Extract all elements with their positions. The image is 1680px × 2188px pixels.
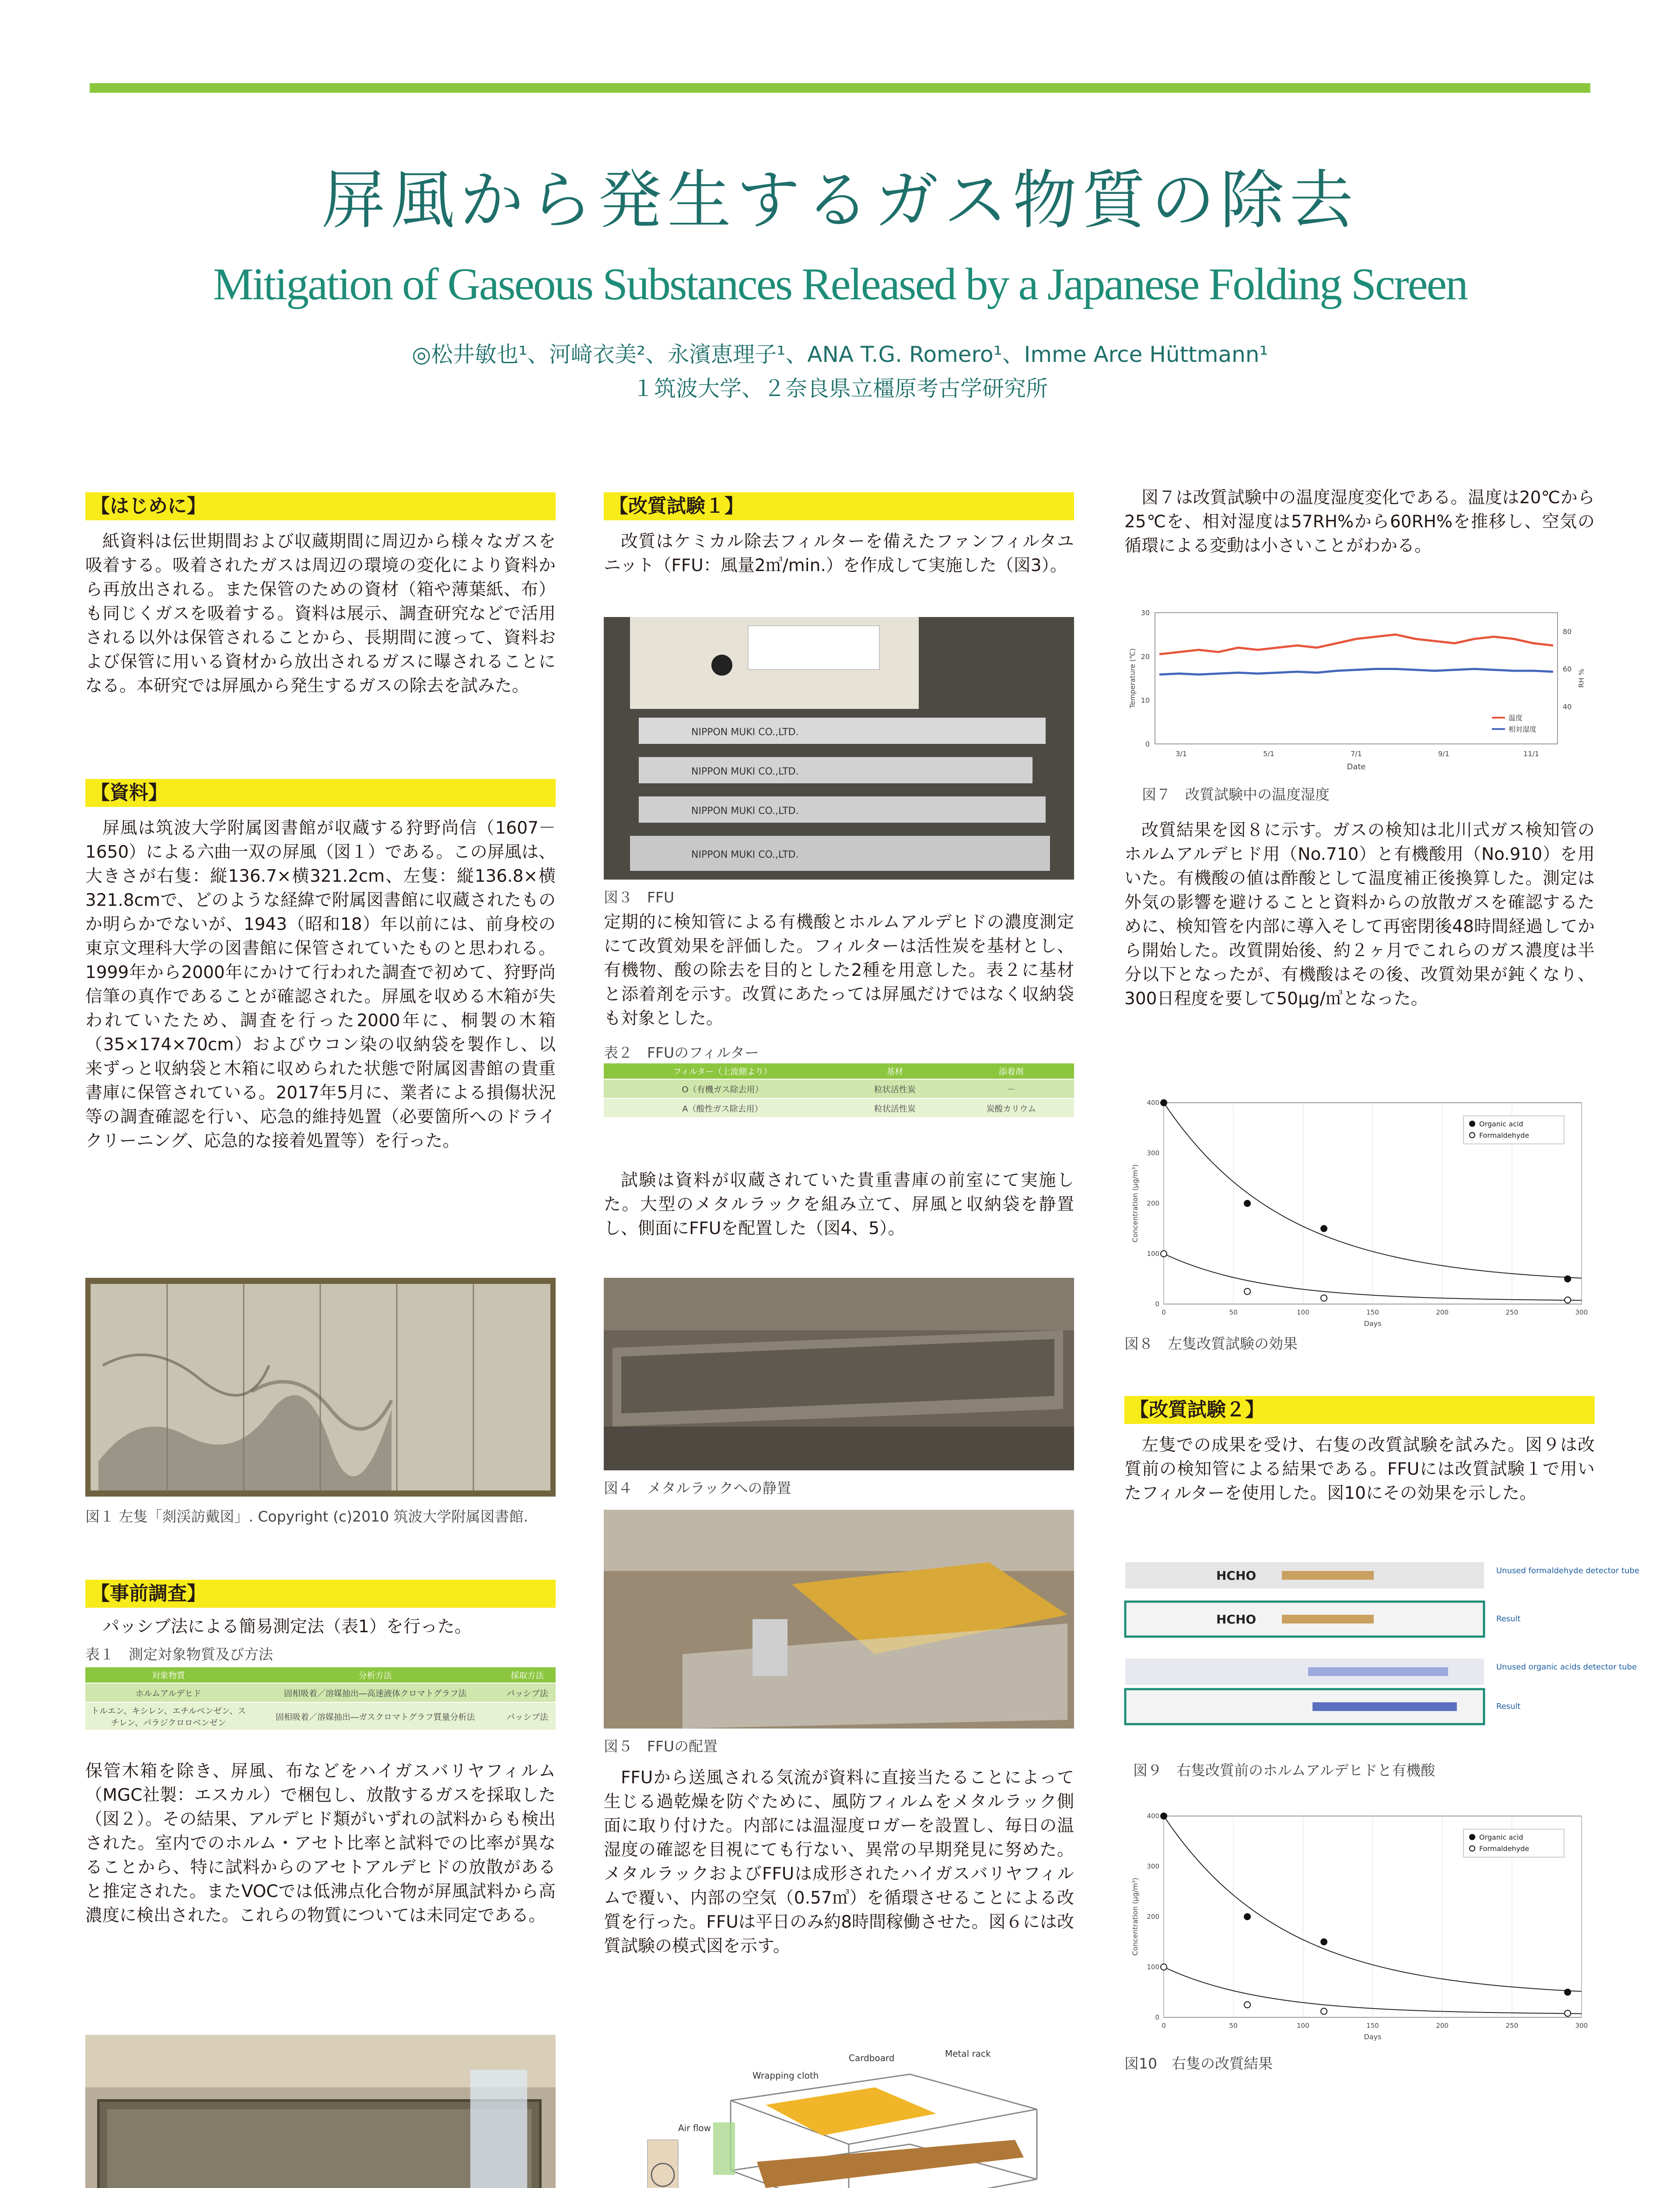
legend-marker: [1470, 1846, 1475, 1851]
x-tick-label: 200: [1436, 2022, 1449, 2030]
pre-survey-text2: 保管木箱を除き、屏風、布などをハイガスバリヤフィルム（MGC社製：エスカル）で梱包し、放散するガスを採取した（図２）。その結果、アルデヒド類がいずれの試料からも検出された。室内でのホルム・アセト比率と試料での比率が異なることから、特に試料からのアセトアルデヒドの放散があると推定された。またVOCでは低沸点化合物が屏風試料から高濃度に検出された。これらの物質については未同定である。: [85, 1761, 556, 1925]
table1-header: 採取方法: [499, 1667, 556, 1683]
table2-cell: 炭酸カリウム: [948, 1098, 1074, 1118]
x-tick-label: 200: [1436, 1308, 1449, 1316]
x-axis-label: Days: [1364, 2033, 1382, 2041]
fig8-concentration-chart: [1124, 1094, 1595, 1339]
y-tick-label: 0: [1155, 1300, 1159, 1308]
exp2-text: 左隻での成果を受け、右隻の改質試験を試みた。図９は改質前の検知管による結果である。FFUには改質試験１で用いたフィルターを使用した。図10にその効果を示した。: [1124, 1435, 1595, 1503]
folding-screen-image: [85, 1278, 556, 1497]
experiment-diagram-svg: [604, 2013, 1074, 2188]
data-point-organic-acid: [1321, 1226, 1327, 1232]
y-tick-label: 400: [1147, 1099, 1159, 1107]
x-tick-label: 300: [1575, 2022, 1588, 2030]
data-point-formaldehyde: [1244, 1288, 1250, 1294]
legend-label: Organic acid: [1479, 1833, 1523, 1841]
x-tick-label: 150: [1366, 2022, 1379, 2030]
fig10-concentration-chart: [1124, 1807, 1595, 2052]
table1-caption: 表１ 測定対象物質及び方法: [85, 1646, 273, 1663]
y-tick-label: 100: [1147, 1963, 1159, 1971]
series-line-humidity: [1159, 669, 1553, 675]
x-tick-label: 7/1: [1351, 750, 1362, 758]
fig8-caption: 図８ 左隻改質試験の効果: [1124, 1335, 1298, 1352]
y2-tick-label: 40: [1563, 702, 1572, 711]
ffu-label: NIPPON MUKI CO.,LTD.: [691, 806, 799, 817]
pre-survey-text1: パッシブ法による簡易測定法（表1）を行った。: [102, 1617, 472, 1637]
y-tick-label: 0: [1145, 740, 1150, 748]
ffu-placement-photo: [604, 1510, 1074, 1729]
tube-note: Result: [1496, 1614, 1521, 1623]
x-tick-label: 50: [1229, 2022, 1238, 2030]
fig7-temperature-humidity-chart: [1124, 604, 1595, 779]
data-point-formaldehyde: [1321, 1295, 1327, 1301]
fig4-caption: 図４ メタルラックへの静置: [604, 1480, 791, 1497]
y-tick-label: 300: [1147, 1149, 1159, 1157]
table2-header: 添着剤: [948, 1063, 1074, 1079]
experiment-diagram: [604, 2013, 1074, 2188]
exp1-text3: 試験は資料が収蔵されていた貴重書庫の前室にて実施した。大型のメタルラックを組み立て、屏風と収納袋を静置し、側面にFFUを配置した（図4、5）。: [604, 1171, 1074, 1238]
y-tick-label: 200: [1147, 1199, 1159, 1207]
data-point-organic-acid: [1244, 1914, 1250, 1920]
exp1-heading: 【改質試験１】: [604, 492, 1074, 520]
x-tick-label: 3/1: [1176, 750, 1187, 758]
y2-axis-label: RH %: [1577, 669, 1586, 688]
tube-note: Result: [1496, 1702, 1521, 1711]
y-tick-label: 30: [1141, 609, 1150, 617]
tube-note: Unused formaldehyde detector tube: [1496, 1566, 1640, 1575]
legend-label: 相対湿度: [1508, 725, 1537, 733]
legend-label: Formaldehyde: [1479, 1131, 1530, 1140]
y-tick-label: 400: [1147, 1812, 1159, 1820]
x-tick-label: 250: [1505, 2022, 1519, 2030]
detector-tubes-svg: [1124, 1558, 1640, 1733]
x-tick-label: 0: [1162, 2022, 1166, 2030]
material-text: 屏風は筑波大学附属図書館が収蔵する狩野尚信（1607－1650）による六曲一双の屏風（図１）である。この屏風は、大きさが右隻：縦136.7×横321.2cm、左隻：縦136.8×横321.8cmで、どのような経緯で附属図書館に収蔵されたものか明らかでないが、1943（昭和18）年以前には、前身校の東京文理科大学の図書館に保管されていたものと思われる。1999年から2000年にかけて行われた調査で初めて、狩野尚信筆の真作であることが確認された。屏風を収める木箱が失われていたため、調査を行った2000年に、桐製の木箱（35×174×70cm）およびウコン染の収納袋を製作し、以来ずっと収納袋と木箱に収められた状態で附属図書館の貴重書庫に保管されている。2017年5月に、業者による損傷状況等の調査確認を行い、応急的維持処置（必要箇所へのドライクリーニング、応急的な接着処置等）を行った。: [85, 818, 556, 1151]
legend-label: Organic acid: [1479, 1120, 1523, 1128]
y-tick-label: 100: [1147, 1250, 1159, 1258]
y-tick-label: 200: [1147, 1913, 1159, 1921]
x-tick-label: 11/1: [1523, 750, 1539, 758]
y-tick-label: 20: [1141, 652, 1150, 661]
data-point-organic-acid: [1244, 1200, 1250, 1206]
data-point-formaldehyde: [1161, 1251, 1167, 1257]
intro-heading: 【はじめに】: [85, 492, 556, 520]
fig9-caption: 図９ 右隻改質前のホルムアルデヒドと有機酸: [1133, 1762, 1435, 1779]
legend-label: 温度: [1508, 714, 1523, 722]
y-tick-label: 10: [1141, 696, 1150, 705]
table2-cell: －: [948, 1079, 1074, 1098]
diagram-label-airflow: Air flow: [678, 2123, 711, 2133]
data-point-organic-acid: [1161, 1100, 1167, 1106]
ffu-photo: [604, 617, 1074, 880]
data-point-formaldehyde: [1244, 2002, 1250, 2008]
y2-tick-label: 60: [1563, 665, 1572, 673]
x-tick-label: 50: [1229, 1308, 1238, 1316]
ffu-image: [604, 617, 1074, 880]
ffu-placement-image: [604, 1510, 1074, 1729]
data-point-organic-acid: [1564, 1989, 1571, 1995]
x-tick-label: 0: [1162, 1308, 1166, 1316]
data-point-formaldehyde: [1564, 1297, 1571, 1303]
tube-label: HCHO: [1216, 1612, 1256, 1627]
exp1-text1: 改質はケミカル除去フィルターを備えたファンフィルタユニット（FFU：風量2㎥/min.）を作成して実施した（図3）。: [604, 532, 1074, 575]
ffu-label: NIPPON MUKI CO.,LTD.: [691, 766, 799, 777]
metal-rack-image: [604, 1278, 1074, 1470]
y-tick-label: 0: [1155, 2013, 1159, 2021]
top-rule: [90, 83, 1590, 93]
fig7-caption: 図７ 改質試験中の温度湿度: [1142, 786, 1330, 803]
title-english: Mitigation of Gaseous Substances Released by a Japanese Folding Screen: [213, 259, 1467, 309]
passive-sampling-photo: [85, 2035, 556, 2188]
table1-cell: ホルムアルデヒド: [85, 1683, 252, 1702]
tube-label: HCHO: [1216, 1568, 1256, 1583]
fig3-caption: 図３ FFU: [604, 889, 675, 906]
fig1-caption: 図１ 左隻「剡渓訪戴図」. Copyright (c)2010 筑波大学附属図書館.: [85, 1508, 528, 1525]
data-point-formaldehyde: [1321, 2008, 1327, 2014]
results-text1: 図７は改質試験中の温度湿度変化である。温度は20℃から25℃を、相対湿度は57RH%から60RH%を推移し、空気の循環による変動は小さいことがわかる。: [1124, 488, 1595, 556]
table1-cell: トルエン、キシレン、エチルベンゼン、スチレン、パラジクロロベンゼン: [85, 1702, 252, 1730]
y-axis-label: Concentration (μg/m³): [1131, 1164, 1139, 1243]
x-axis-label: Date: [1347, 762, 1366, 771]
table1-cell: パッシブ法: [499, 1702, 556, 1730]
table1: [85, 1667, 556, 1731]
table2-cell: A（酸性ガス除去用）: [604, 1098, 841, 1118]
authors: ◎松井敏也¹、河﨑衣美²、永濱恵理子¹、ANA T.G. Romero¹、Imme Arce Hüttmann¹: [412, 342, 1268, 367]
pre-survey-heading: 【事前調査】: [85, 1580, 556, 1608]
fig5-caption: 図５ FFUの配置: [604, 1738, 718, 1755]
series-line-temperature: [1159, 635, 1553, 654]
table2-cell: 粒状活性炭: [841, 1079, 948, 1098]
y-tick-label: 300: [1147, 1862, 1159, 1870]
y2-tick-label: 80: [1563, 627, 1572, 636]
y-axis-label: Temperature (℃): [1128, 648, 1137, 708]
legend-marker: [1470, 1834, 1475, 1840]
table1-cell: 固相吸着／溶媒抽出―高速液体クロマトグラフ法: [252, 1683, 499, 1702]
tube-note: Unused organic acids detector tube: [1496, 1662, 1637, 1672]
folding-screen-photo: [85, 1278, 556, 1497]
x-tick-label: 100: [1297, 2022, 1309, 2030]
x-tick-label: 250: [1505, 1308, 1519, 1316]
exp2-heading: 【改質試験２】: [1124, 1396, 1595, 1424]
y-axis-label: Concentration (μg/m³): [1131, 1877, 1139, 1956]
passive-sampling-image: [85, 2035, 556, 2188]
ffu-label: NIPPON MUKI CO.,LTD.: [691, 727, 799, 738]
results-text2: 改質結果を図８に示す。ガスの検知は北川式ガス検知管のホルムアルデヒド用（No.710）と有機酸用（No.910）を用いた。有機酸の値は酢酸として温度補正後換算した。測定は外気の影響を避けることと資料からの放散ガスを確認するために、検知管を内部に導入そして再密閉後48時間経過してから開始した。改質開始後、約２ヶ月でこれらのガス濃度は半分以下となったが、有機酸はその後、改質効果が鈍くなり、300日程度を要して50μg/㎥となった。: [1124, 820, 1595, 1009]
affiliation: １筑波大学、２奈良県立橿原考古学研究所: [632, 376, 1048, 401]
x-tick-label: 9/1: [1438, 750, 1449, 758]
legend-marker: [1470, 1133, 1475, 1138]
table2: [604, 1063, 1074, 1118]
diagram-label-rack: Metal rack: [945, 2048, 991, 2059]
table2-header: 基材: [841, 1063, 948, 1079]
exp1-text2: 定期的に検知管による有機酸とホルムアルデヒドの濃度測定にて改質効果を評価した。フィルターは活性炭を基材とし、有機物、酸の除去を目的とした2種を用意した。表２に基材と添着剤を示す。改質にあたっては屏風だけではなく収納袋も対象とした。: [604, 912, 1074, 1028]
table1-cell: パッシブ法: [499, 1683, 556, 1702]
table1-header: 対象物質: [85, 1667, 252, 1683]
table2-header: フィルター（上流側より）: [604, 1063, 841, 1079]
table1-cell: 固相吸着／溶媒抽出―ガスクロマトグラフ質量分析法: [252, 1702, 499, 1730]
exp1-text4: FFUから送風される気流が資料に直接当たることによって生じる過乾燥を防ぐために、風防フィルムをメタルラック側面に取り付けた。内部には温湿度ロガーを設置し、毎日の温湿度の確認を目視にても行ない、異常の早期発見に努めた。メタルラックおよびFFUは成形されたハイガスバリヤフィルムで覆い、内部の空気（0.57㎥）を循環させることによる改質を行った。FFUは平日のみ約8時間稼働させた。図６には改質試験の模式図を示す。: [604, 1768, 1074, 1956]
plot-frame: [1155, 613, 1558, 744]
legend-label: Formaldehyde: [1479, 1844, 1530, 1853]
legend-marker: [1470, 1121, 1475, 1126]
material-heading: 【資料】: [85, 779, 556, 807]
metal-rack-photo: [604, 1278, 1074, 1470]
table2-caption: 表２ FFUのフィルター: [604, 1044, 760, 1061]
x-tick-label: 300: [1575, 1308, 1588, 1316]
fig10-caption: 図10 右隻の改質結果: [1124, 2055, 1273, 2072]
data-point-organic-acid: [1321, 1939, 1327, 1945]
x-tick-label: 150: [1366, 1308, 1379, 1316]
detector-tubes-figure: [1124, 1558, 1640, 1733]
table2-cell: O（有機ガス除去用）: [604, 1079, 841, 1098]
title-japanese: 屏風から発生するガス物質の除去: [322, 163, 1358, 238]
diagram-label-cardboard: Cardboard: [849, 2053, 895, 2063]
diagram-label-wrap: Wrapping cloth: [752, 2070, 819, 2081]
data-point-organic-acid: [1161, 1813, 1167, 1819]
x-tick-label: 100: [1297, 1308, 1309, 1316]
table1-header: 分析方法: [252, 1667, 499, 1683]
table2-cell: 粒状活性炭: [841, 1098, 948, 1118]
x-axis-label: Days: [1364, 1319, 1382, 1328]
intro-text: 紙資料は伝世期間および収蔵期間に周辺から様々なガスを吸着する。吸着されたガスは周辺の環境の変化により資料から再放出される。また保管のための資材（箱や薄葉紙、布）も同じくガスを吸着する。資料は展示、調査研究などで活用される以外は保管されることから、長期間に渡って、資料および保管に用いる資材から放出されるガスに曝されることになる。本研究では屏風から発生するガスの除去を試みた。: [85, 532, 556, 696]
data-point-formaldehyde: [1564, 2010, 1571, 2016]
ffu-label: NIPPON MUKI CO.,LTD.: [691, 849, 799, 860]
data-point-formaldehyde: [1161, 1964, 1167, 1970]
x-tick-label: 5/1: [1263, 750, 1274, 758]
data-point-organic-acid: [1564, 1276, 1571, 1282]
